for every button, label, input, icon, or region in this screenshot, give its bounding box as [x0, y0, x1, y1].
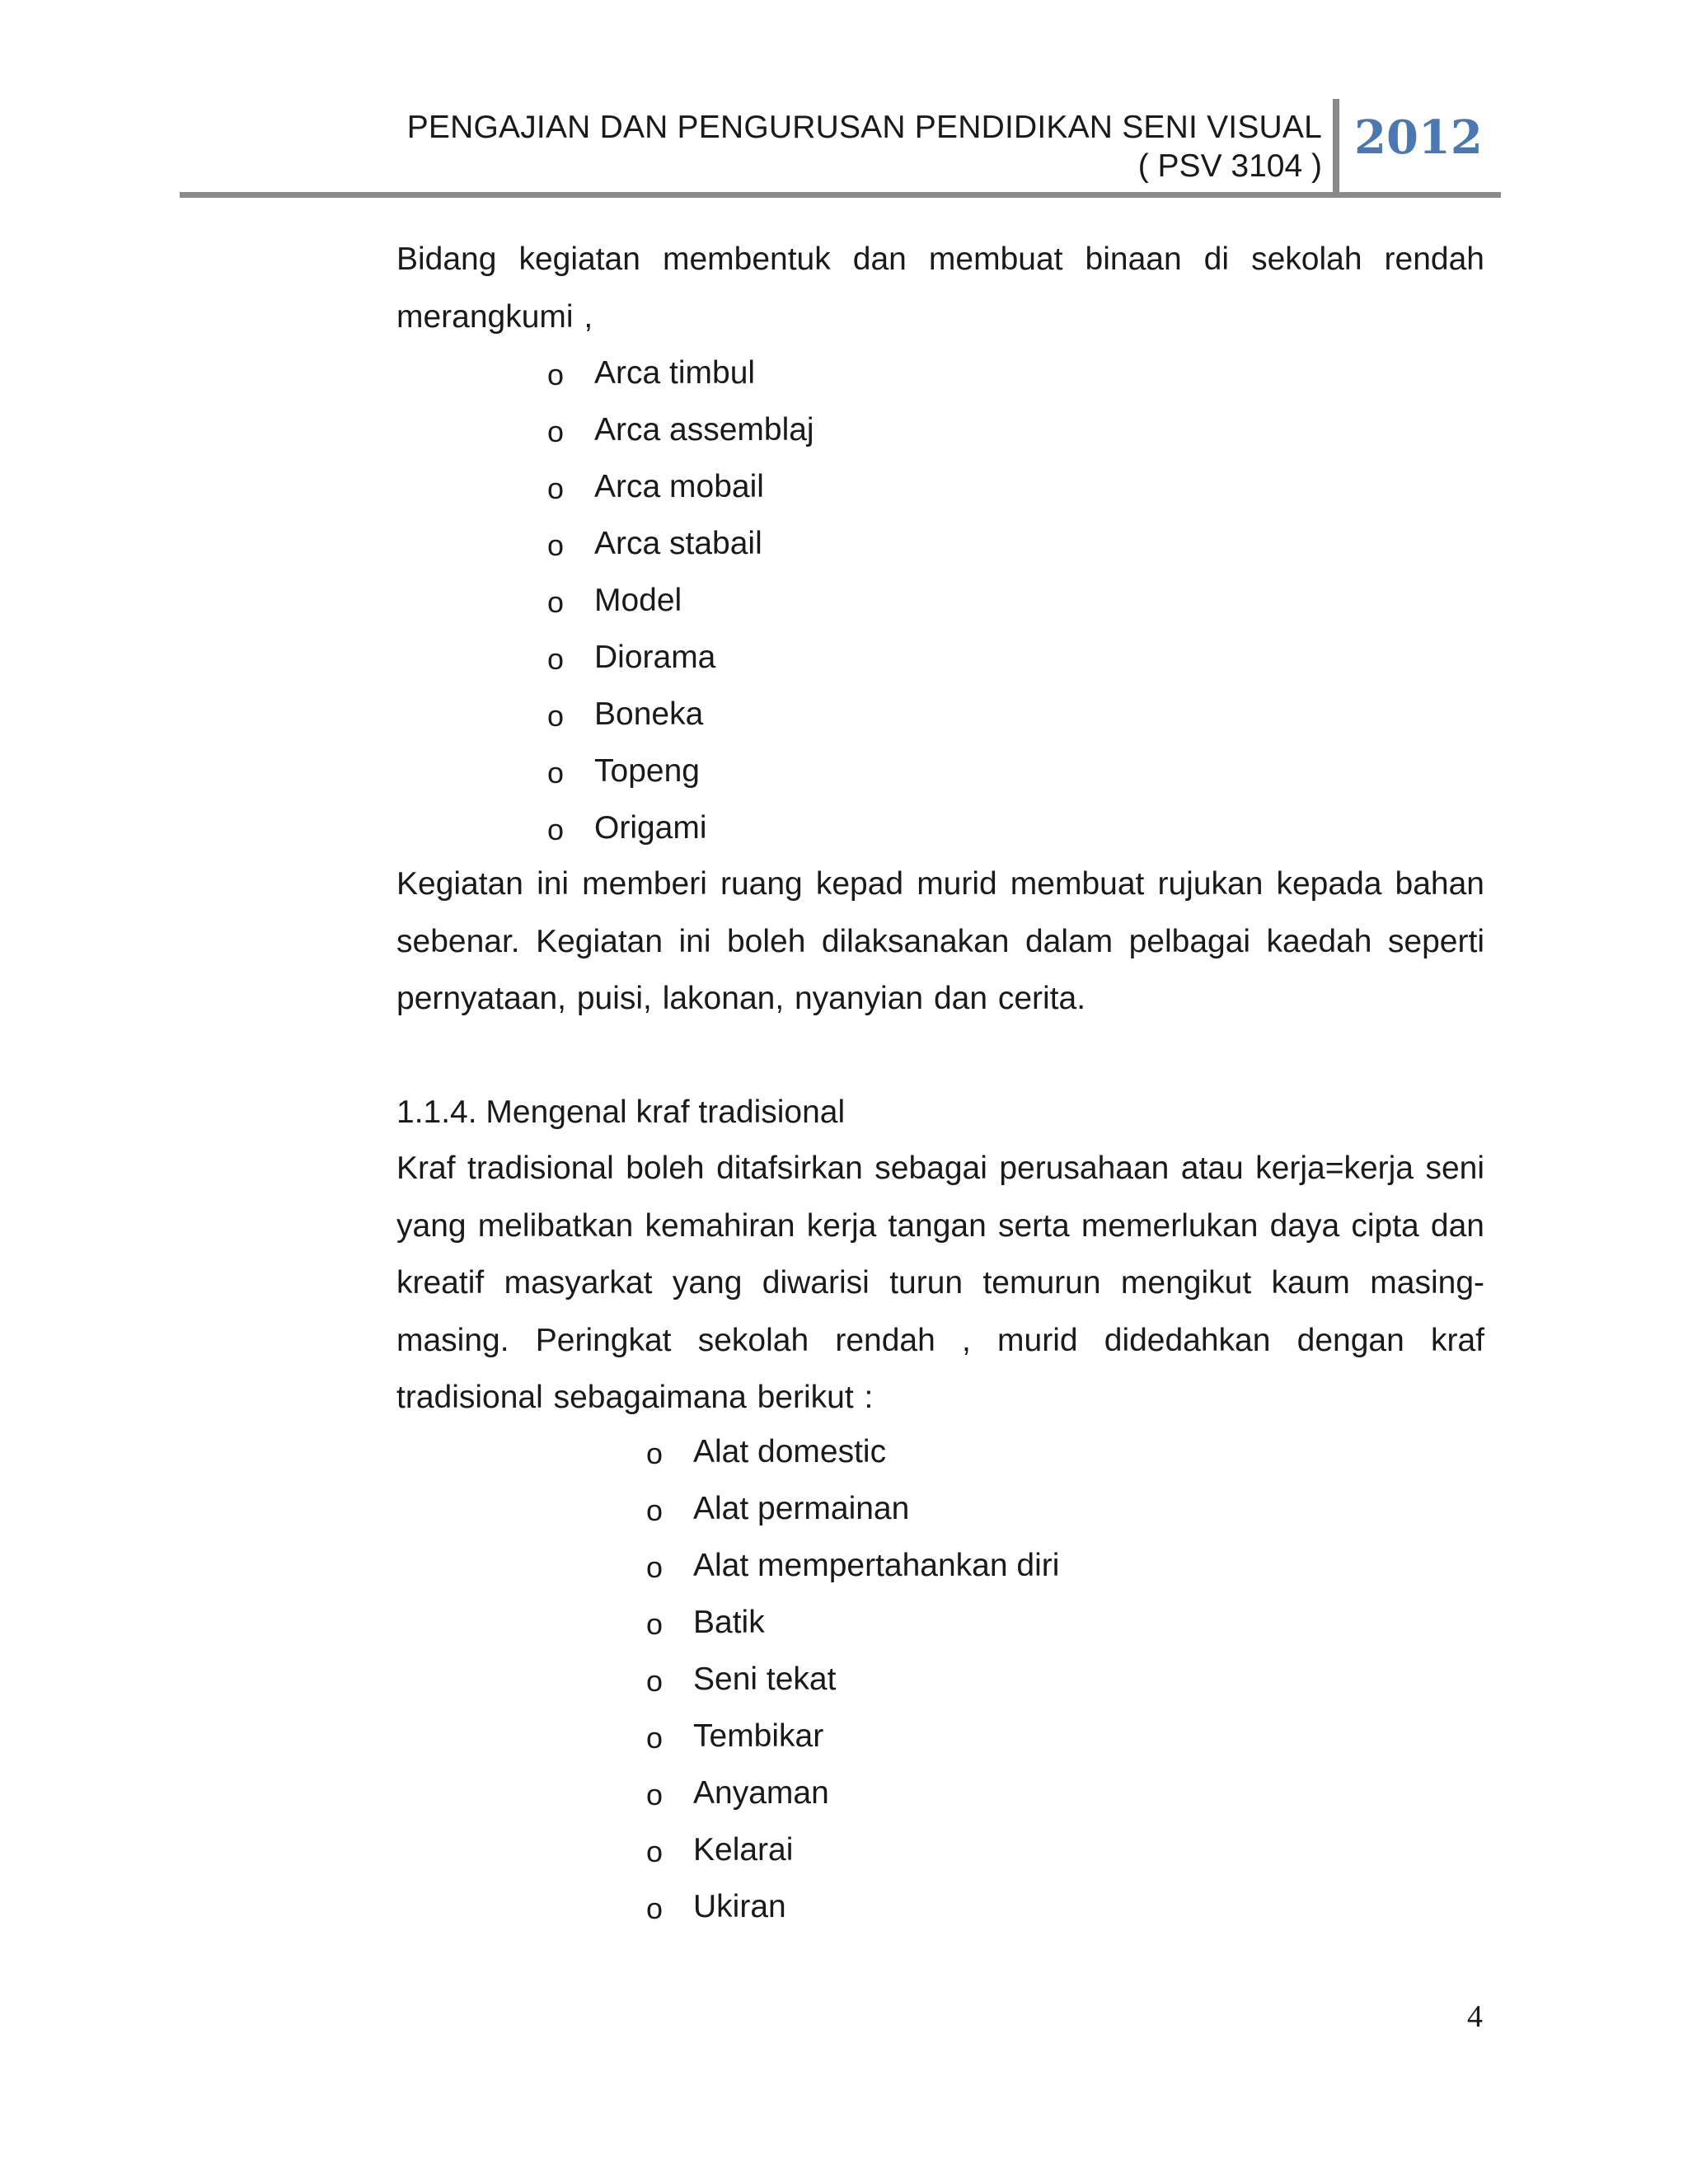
bullet-icon: o [646, 1493, 663, 1527]
bullet-icon: o [547, 585, 565, 619]
list-item-label: Arca timbul [594, 355, 756, 391]
section-heading: 1.1.4. Mengenal kraf tradisional [396, 1094, 846, 1130]
list-item-label: Alat permainan [693, 1491, 910, 1526]
list-item-label: Boneka [594, 696, 704, 732]
bullet-icon: o [547, 813, 565, 846]
bullet-icon: o [646, 1664, 663, 1698]
bullet-icon: o [646, 1550, 663, 1584]
list-item-label: Ukiran [693, 1889, 786, 1924]
bullet-icon: o [646, 1778, 663, 1811]
bullet-icon: o [547, 471, 565, 505]
header-vertical-rule [1333, 99, 1339, 192]
intro-paragraph: Bidang kegiatan membentuk dan membuat binaan di sekolah rendah merangkumi , [396, 241, 1484, 335]
list-item-label: Arca assemblaj [594, 412, 814, 448]
list-item-label: Topeng [594, 753, 700, 789]
bullet-icon: o [547, 415, 565, 448]
kraf-paragraph: Kraf tradisional boleh ditafsirkan sebagai perusahaan atau kerja=kerja seni yang melibatkan kemahiran kerja tangan serta memerlukan daya cipta dan kreatif masyarkat yang diwarisi turun temurun mengikut kaum masing-masing. Peringkat sekolah rendah , murid didedahkan dengan kraf tradisional sebagaimana berikut : [396, 1151, 1484, 1415]
list-item-label: Alat domestic [693, 1434, 887, 1469]
bullet-icon: o [646, 1891, 663, 1925]
bullet-icon: o [547, 358, 565, 391]
list-item-label: Alat mempertahankan diri [693, 1548, 1060, 1583]
header-year: 2012 [1354, 110, 1483, 165]
header-course-code: ( PSV 3104 ) [1137, 148, 1322, 184]
bullet-icon: o [646, 1835, 663, 1868]
intro-closing-paragraph: Kegiatan ini memberi ruang kepad murid membuat rujukan kepada bahan sebenar. Kegiatan ini boleh dilaksanakan dalam pelbagai kaedah seperti pernyataan, puisi, lakonan, nyanyian dan cerita. [396, 866, 1484, 1016]
page-number: 4 [1467, 1999, 1483, 2034]
list-item-label: Origami [594, 810, 707, 846]
list-item-label: Batik [693, 1605, 765, 1640]
list-item-label: Seni tekat [693, 1661, 837, 1697]
bullet-icon: o [646, 1721, 663, 1755]
list-item-label: Tembikar [693, 1718, 824, 1754]
bullet-icon: o [547, 528, 565, 562]
header-horizontal-rule [180, 192, 1501, 198]
bullet-icon: o [646, 1436, 663, 1470]
list-item-label: Model [594, 583, 682, 618]
bullet-icon: o [547, 699, 565, 733]
bullet-icon: o [646, 1607, 663, 1641]
bullet-icon: o [547, 756, 565, 790]
list-item-label: Diorama [594, 640, 716, 675]
bullet-icon: o [547, 642, 565, 676]
list-item-label: Anyaman [693, 1775, 829, 1811]
list-item-label: Arca stabail [594, 526, 762, 561]
list-item-label: Arca mobail [594, 469, 764, 504]
list-item-label: Kelarai [693, 1832, 794, 1868]
header-title: PENGAJIAN DAN PENGURUSAN PENDIDIKAN SENI VISUAL [406, 110, 1322, 145]
